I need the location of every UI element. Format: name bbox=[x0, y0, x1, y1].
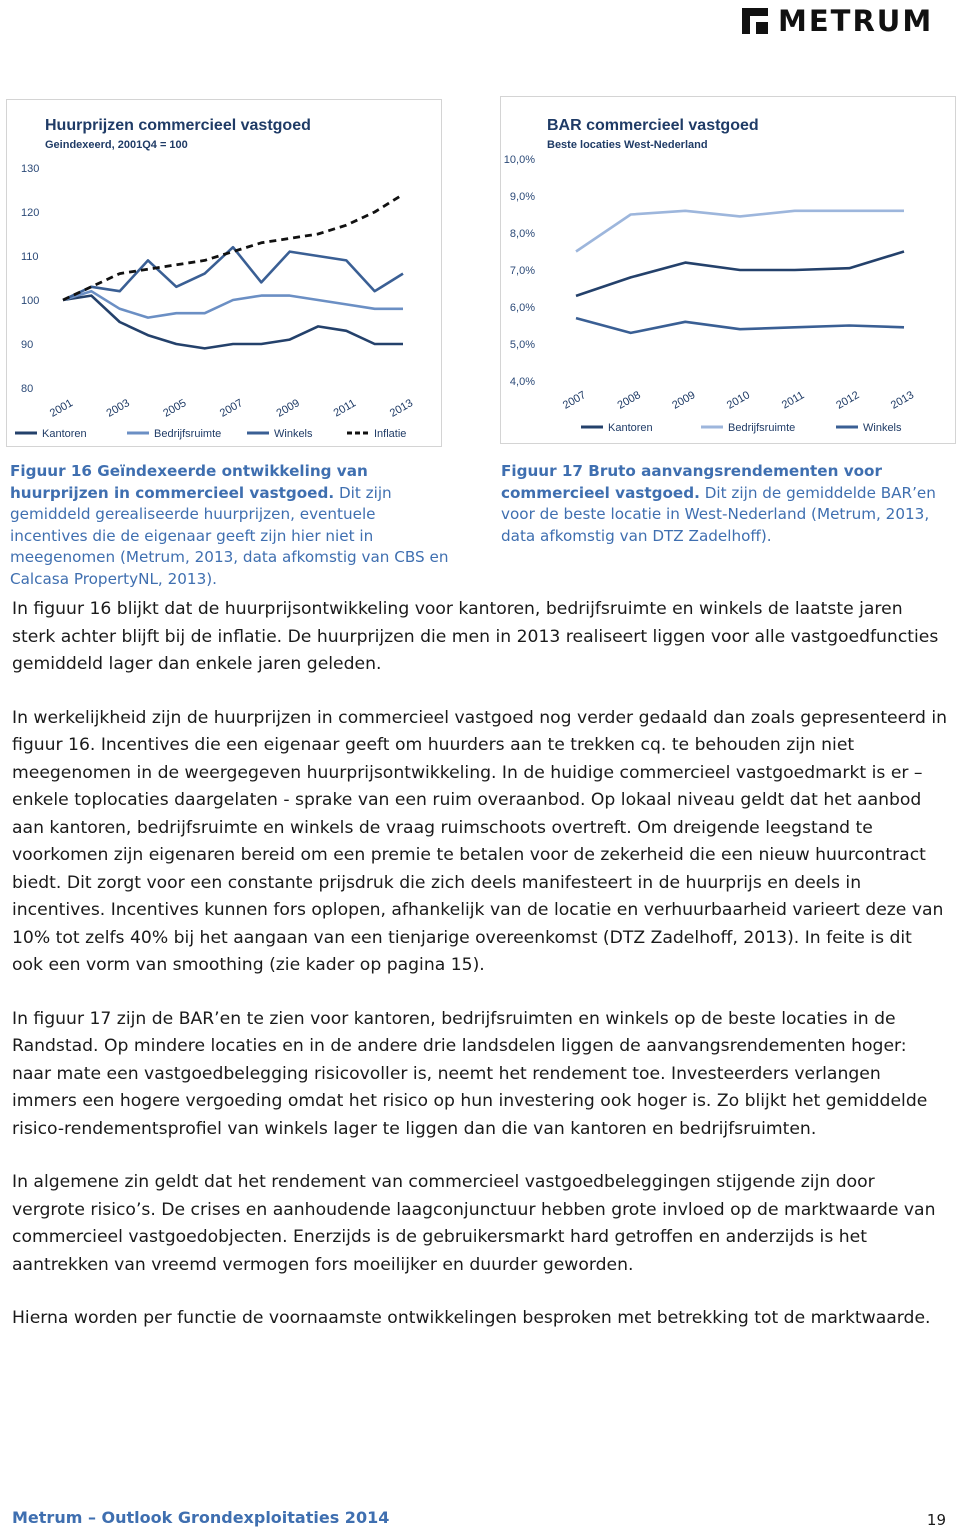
series-line-kantoren bbox=[63, 296, 403, 349]
paragraph: In algemene zin geldt dat het rendement van commercieel vastgoedbeleggingen stijgende zijn door vergrote risico’s. De crises en aanhoudende laagconjunctuur hebben grote invloed op de marktwaarde van commercieel vastgoedobjecten. Enerzijds is de gebruikersmarkt hard getroffen en anderzijds is het aantrekken van vreemd vermogen fors moeilijker en duurder geworden. bbox=[12, 1172, 936, 1275]
y-tick-label: 10,0% bbox=[503, 154, 535, 166]
paragraph: In figuur 16 blijkt dat de huurprijsontwikkeling voor kantoren, bedrijfsruimte en winkels de laatste jaren sterk achter blijft bij de inflatie. De huurprijzen die men in 2013 realiseert liggen voor alle vastgoedfuncties gemiddeld lager dan enkele jaren geleden. bbox=[12, 599, 939, 674]
figure-17-caption-text: Dit zijn de gemiddelde BAR’en voor de beste locatie in West-Nederland (Metrum, 2013, data afkomstig van DTZ Zadelhoff). bbox=[501, 483, 936, 545]
x-tick-label: 2003 bbox=[104, 397, 132, 420]
figure-16-caption bbox=[10, 461, 450, 590]
logo-text: METRUM bbox=[778, 4, 934, 38]
y-tick-label: 4,0% bbox=[509, 376, 535, 388]
y-tick-label: 120 bbox=[21, 207, 40, 219]
series-line-winkels bbox=[63, 247, 403, 300]
y-tick-label: 100 bbox=[21, 295, 40, 307]
legend-label: Kantoren bbox=[42, 428, 87, 440]
x-tick-label: 2009 bbox=[670, 389, 698, 412]
chart-bar-svg bbox=[501, 97, 955, 443]
legend-label: Kantoren bbox=[608, 422, 653, 434]
metrum-logo bbox=[740, 4, 945, 38]
legend-label: Winkels bbox=[274, 428, 313, 440]
footer-title: Metrum – Outlook Grondexploitaties 2014 bbox=[12, 1508, 390, 1527]
series-line-bedrijfsruimte bbox=[63, 291, 403, 317]
x-tick-label: 2007 bbox=[560, 389, 589, 412]
chart-title: Huurprijzen commercieel vastgoed bbox=[45, 117, 311, 134]
y-tick-label: 80 bbox=[21, 383, 34, 395]
legend-label: Winkels bbox=[863, 422, 902, 434]
legend-label: Bedrijfsruimte bbox=[154, 428, 222, 440]
paragraph: Hierna worden per functie de voornaamste ontwikkelingen besproken met betrekking tot de marktwaarde. bbox=[12, 1308, 931, 1328]
metrum-logo-icon bbox=[740, 6, 770, 36]
paragraph: In werkelijkheid zijn de huurprijzen in commercieel vastgoed nog verder gedaald dan zoals gepresenteerd in figuur 16. Incentives die een eigenaar geeft om huurders aan te trekken cq. te behouden zijn niet meegenomen in de weergegeven huurprijsontwikkeling. In de huidige commercieel vastgoedmarkt is er – enkele toplocaties daargelaten - sprake van een ruim overaanbod. Op lokaal niveau geldt dat het aanbod aan kantoren, bedrijfsruimte en winkels de vraag ruimschoots overtreft. Om dreigende leegstand te voorkomen zijn eigenaren bereid om een premie te betalen voor de zekerheid die een nieuw huurcontract biedt. Dit zorgt voor een constante prijsdruk die zich deels manifesteert in de huurprijs en deels in incentives. Incentives kunnen fors oplopen, afhankelijk van de locatie en verhuurbaarheid varieert deze van 10% tot zelfs 40% bij het aangaan van een tienjarige overeenkomst (DTZ Zadelhoff, 2013). In feite is dit ook een vorm van smoothing (zie kader op pagina 15). bbox=[12, 707, 948, 975]
x-tick-label: 2013 bbox=[387, 397, 416, 420]
chart-subtitle: Geindexeerd, 2001Q4 = 100 bbox=[45, 139, 188, 151]
paragraph: In figuur 17 zijn de BAR’en te zien voor kantoren, bedrijfsruimten en winkels op de beste locaties in de Randstad. Op mindere locaties en in de andere drie landsdelen liggen de aanvangsrendementen hoger: naar mate een vastgoedbelegging risicovoller is, neemt het rendement toe. Investeerders verlangen immers een hogere vergoeding omdat het risico op hun investering ook hoger is. Zo blijkt het gemiddelde risico-rendementsprofiel van winkels lager te liggen dan die van kantoren en bedrijfsruimten. bbox=[12, 1008, 928, 1139]
y-tick-label: 7,0% bbox=[509, 265, 535, 277]
x-tick-label: 2009 bbox=[274, 397, 302, 420]
series-line-bedrijfsruimte bbox=[576, 211, 904, 252]
figure-16-caption-text: Dit zijn gemiddeld gerealiseerde huurprijzen, eventuele incentives die de eigenaar geeft zijn hier niet in meegenomen (Metrum, 2013, data afkomstig van CBS en Calcasa PropertyNL, 2013). bbox=[10, 483, 449, 588]
chart-huurprijzen-svg bbox=[7, 100, 441, 446]
y-tick-label: 5,0% bbox=[509, 339, 535, 351]
x-tick-label: 2005 bbox=[161, 397, 189, 420]
x-tick-label: 2012 bbox=[834, 389, 862, 412]
legend-label: Inflatie bbox=[374, 428, 407, 440]
page-number: 19 bbox=[926, 1511, 946, 1529]
x-tick-label: 2011 bbox=[779, 389, 807, 412]
x-tick-label: 2011 bbox=[331, 397, 359, 420]
series-line-winkels bbox=[576, 318, 904, 333]
chart-bar bbox=[500, 96, 956, 444]
y-tick-label: 8,0% bbox=[509, 228, 535, 240]
figure-17-caption bbox=[501, 461, 951, 547]
y-tick-label: 90 bbox=[21, 339, 34, 351]
x-tick-label: 2008 bbox=[615, 389, 643, 412]
x-tick-label: 2010 bbox=[724, 389, 753, 412]
y-tick-label: 9,0% bbox=[509, 191, 535, 203]
x-tick-label: 2013 bbox=[888, 389, 917, 412]
chart-title: BAR commercieel vastgoed bbox=[547, 117, 759, 134]
series-line-kantoren bbox=[576, 252, 904, 296]
y-tick-label: 130 bbox=[21, 163, 40, 175]
x-tick-label: 2001 bbox=[47, 397, 76, 420]
x-tick-label: 2007 bbox=[217, 397, 246, 420]
body-text bbox=[12, 596, 948, 1359]
y-tick-label: 110 bbox=[21, 251, 39, 263]
figure-17-caption-lead: Figuur 17 Bruto aanvangsrendementen voor commercieel vastgoed. bbox=[501, 462, 882, 502]
chart-subtitle: Beste locaties West-Nederland bbox=[547, 139, 708, 151]
figure-16-caption-lead: Figuur 16 Geïndexeerde ontwikkeling van huurprijzen in commercieel vastgoed. bbox=[10, 462, 368, 502]
legend-label: Bedrijfsruimte bbox=[728, 422, 796, 434]
y-tick-label: 6,0% bbox=[509, 302, 535, 314]
chart-huurprijzen bbox=[6, 99, 442, 447]
